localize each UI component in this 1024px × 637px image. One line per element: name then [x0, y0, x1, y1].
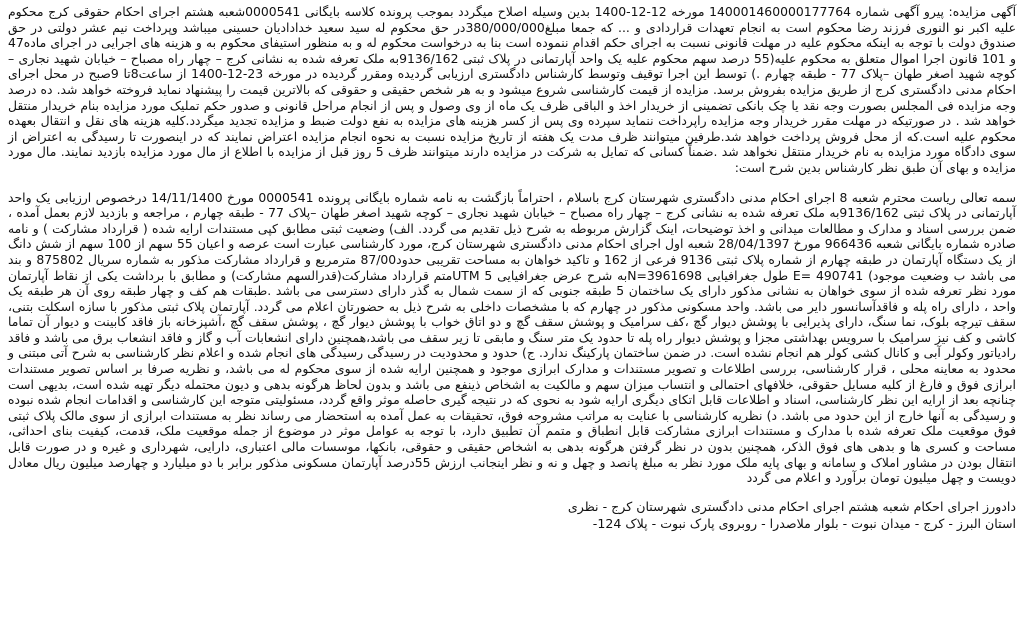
appraisal-report-paragraph: سمه تعالی ریاست محترم شعبه 8 اجرای احکام مدنی دادگستری شهرستان کرج باسلام ، احتراماً بازگشت به نامه شماره بایگانی پرونده 0000541 مورخ 14/11/1400 درخصوص ارزیابی یک واحد آپارتمانی در پلاک ثبتی 9136/162به ملک تعرفه شده به نشانی کرج – چهار راه مصباح – خیابان شهید نجاری – کوچه شهید اصغر طهان –پلاک 77 - طبقه چهارم ، مراجعه و بازدید لازم بعمل آمده ، ضمن بررسی اسناد و مدارک و مطالعات میدانی و اخذ توضیحات، اینک گزارش مربوطه به شرح ذیل تقدیم می گردد. الف) وضعیت ثبتی مطابق کپی مستندات ارایه شده ( قرارداد مشارکت ) و نامه صادره شماره بایگانی شعبه 966436 مورخ 28/04/1397 شعبه اول اجرای احکام مدنی دادگستری شهرستان کرج، مورد کارشناسی عبارت است عرصه و اعیان 55 سهم از 100 سهم از شش دانگ از یک دستگاه آپارتمان در طبقه چهارم از شماره پلاک ثبتی 9136 فرعی از 162 و تاکید خواهان به مساحت تقریبی حدود87/00 مترمربع و قرارداد مشارکت مذکور به شماره سریال 875802 و بند می باشد ب وضعیت موجود) E= 490741 طول جغرافیایی N=3961698به شرح عرض جغرافیایی UTM 5متم قرارداد مشارکت(قدرالسهم مشارکت) و مطابق با برداشت یکی از نقاط آپارتمان مورد نظر تعرفه شده از سوی خواهان به نشانی مذکور دارای یک ساختمان 5 طبقه جنوبی که از سمت شمال به گذر دارای دسترسی می باشد .طبقات هم کف و چهار طبقه روی آن هر طبقه یک واحد ، دارای راه پله و فاقدآسانسور دایر می باشد. واحد مسکونی مذکور در چهارم که با مشخصات داخلی به شرح ذیل به حضورتان اعلام می گردد. آپارتمان پلاک ثبتی مذکور با سازه اسکلت بتنی، سقف تیرچه بلوک، نما سنگ، دارای پذیرایی با پوشش دیوار گچ ،کف سرامیک و پوشش سقف گچ و دو اتاق خواب با پوشش دیوار گچ ، پوشش سقف گچ ،آشپزخانه باز فاقد کابینت و دیوار آن تماما کاشی و کف نیز سرامیک با سرویس بهداشتی مجزا و پوشش دیوار راه پله تا حدود یک متر سنگ و مابقی تا زیر سقف می باشد،همچنین دارای انشعابات آب و گاز و فاقد انشعاب برق می باشد و فاقد رادیاتور وکولر آبی و کانال کشی کولر هم انجام نشده است. در ضمن ساختمان پارکینگ ندارد. ج) حدود و محدودیت در رسیدگی رسیدگی های انجام شده و اعلام نظر کارشناسی به شرح آتی مبتنی و محدود به معاینه محلی ، قرار کارشناسی، بررسی اطلاعات و تصویر مستندات و مدارک ابرازی موجود و همچنین ارایه شده از سوی محکوم له می باشد، و نظریه صرفا بر اساس تصویر مستندات ابرازی فوق و فارغ از کلیه مسایل حقوقی، خلافهای احتمالی و انتساب میزان سهم و مالکیت به اشخاص ذینفع می باشد و بدون لحاظ هرگونه بدهی و دیون محتمله دیگر تهیه شده است، بدیهی است چنانچه بعد از ارایه این نظر کارشناسی، اسناد و اطلاعات قابل اتکای دیگری ارایه شود به نحوی که در نتیجه گیری حاصله موثر واقع گردد، مسئولیتی متوجه این کارشناسی و اقدامات انجام شده نبوده و رسیدگی به آنها خارج از این حدود می باشد. د) نظریه کارشناسی با عنایت به مراتب مشروحه فوق، تحقیقات به عمل آمده به استحضار می رساند نظر به مستندات ابرازی از سوی مالک پلاک ثبتی فوق موقعیت ملک تعرفه شده با مدارک و مستندات ابرازی مشارکت قابل انطباق و متمم آن تطبیق دارد، با توجه به عوامل موثر در موضوع از جمله موقعیت ملک، قدمت، کیفیت بنای احداثی، مساحت و کسری ها و بدهی های فوق الذکر، همچنین بدون در نظر گرفتن هرگونه بدهی به اشخاص حقیقی و حقوقی، بانکها، موسسات مالی اعتباری، دارایی، شهرداری و غیره و در صورت قابل انتقال بودن در مشاور املاک و سامانه و بهای پایه ملک مورد نظر به مبلغ پانصد و چهل و نه و نظر اینجانب ارزش 55درصد آپارتمان مسکونی مذکور برابر با دو میلیارد و چهارصد میلیون ریال معادل دویست و چهل میلیون تومان برآورد و اعلام می گردد: [8, 189, 1016, 486]
signer-title: دادورز اجرای احکام شعبه هشتم اجرای احکام مدنی دادگستری شهرستان کرج - نظری: [567, 498, 1016, 514]
signer-address: استان البرز - کرج - میدان نبوت - بلوار ملاصدرا - روبروی پارک نبوت - پلاک 124-: [592, 515, 1016, 531]
signature-gap: [8, 486, 1016, 498]
paragraph-gap: [8, 176, 1016, 190]
auction-notice-paragraph: آگهی مزایده: پیرو آگهی شماره 140001460000177764 مورخه 12-12-1400 بدین وسیله اصلاح میگردد بموجب پرونده کلاسه بایگانی 0000541شعبه هشتم اجرای احکام حقوقی کرج محکوم علیه اکبر نو النوری فرزند رضا محکوم است به انجام تعهدات قراردادی و ... که جمعا مبلغ380/000/000در حق محکوم له سید سعید خداداديان حسینی میباشد وپرداخت نیم عشر دولتی در حق صندوق دولت با توجه به اینکه محکوم علیه در مهلت قانونی نسبت به اجرای حکم اقدام ننموده است بنا به درخواست محکوم له و به منظور استیفای محکوم به و هزینه های اجرایی در اجرای ماده47 و 101 قانون اجرا اموال متعلق به محکوم علیه(55 درصد سهم محکوم علیه یک واحد آپارتمانی در پلاک ثبتی 9136/162به ملک تعرفه شده به نشانی کرج – چهار راه مصباح – خیابان شهید نجاری – کوچه شهید اصغر طهان –پلاک 77 - طبقه چهارم .) توسط این اجرا توقیف وتوسط کارشناس دادگستری ارزیابی گردیده ومقرر گردیده در مورخه 23-12-1400 از ساعت8تا 9صبح در محل اجرای احکام مدنی دادگستری کرج از طریق مزایده بفروش برسد. مزایده از قیمت کارشناسی شروع میشود و به هر شخص حقیقی و حقوقی که بالاترین قیمت را پیشنهاد نماید فروخته خواهد شد. ده درصد وجه مزایده فی المجلس بصورت وجه نقد یا چک بانکی تضمینی از خریدار اخذ و الباقی ظرف یک ماه از وی وصول و پس از انجام مراحل قانونی و صدور حکم تملیک مورد مزایده بنام خریدار منتقل خواهد شد . در صورتیکه در مهلت مقرر خریدار وجه مزایده راپرداخت ننماید سپرده وی پس از کسر هزینه های مزایده به نفع دولت ضبط و مزایده تجدید میگردد.کلیه هزینه های نقل و انتقال بعهده محکوم علیه است.که از محل فروش پرداخت خواهد شد.طرفین میتوانند ظرف مدت یک هفته از تاریخ مزایده نسبت به نحوه انجام مزایده اعتراض نمایند که در اینصورت تا رسیدگی به اعتراض از سوی دادگاه مورد مزایده به نام خریدار منتقل نخواهد شد .ضمناً کسانی که تمایل به شرکت در مزایده دارند میتوانند ظرف 5 روز قبل از مزایده با اطلاع از مال مورد مزایده بازدید نمایند. مال مورد مزایده و بهای آن طبق نظر کارشناس بدین شرح است:: [8, 4, 1017, 175]
